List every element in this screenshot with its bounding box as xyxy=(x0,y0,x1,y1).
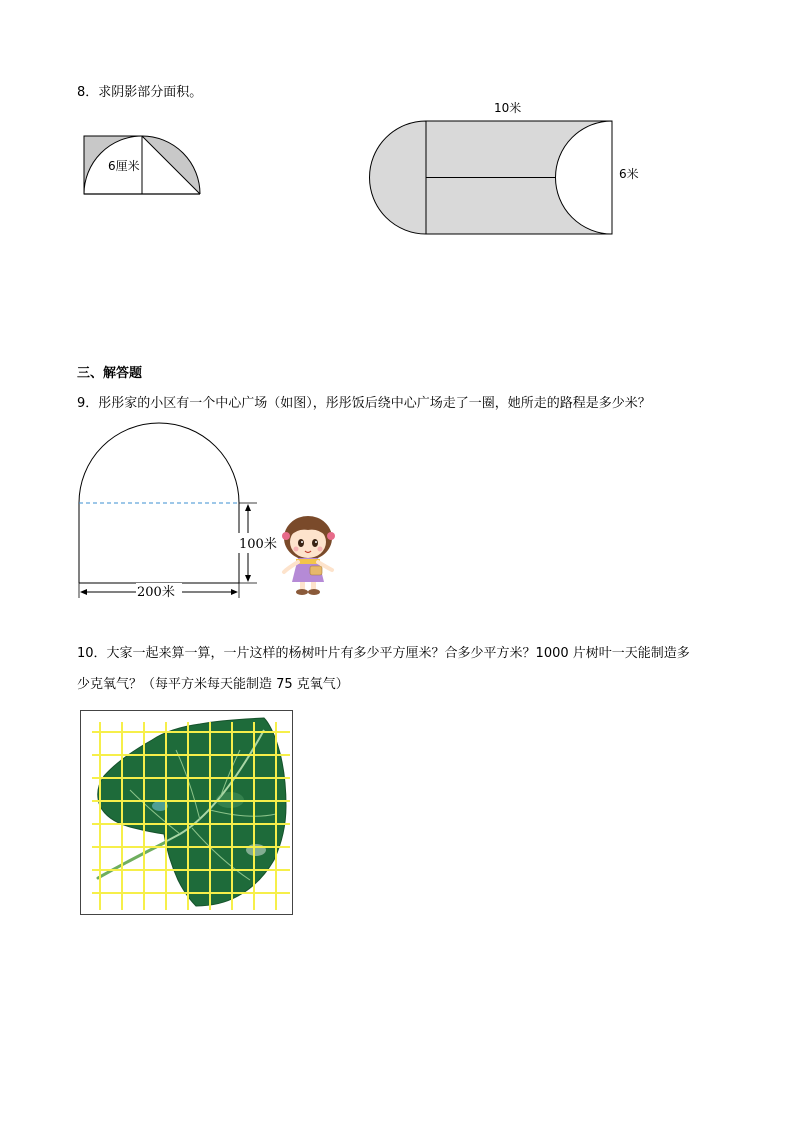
q9-width-label: 200米 xyxy=(137,585,175,600)
q9-prompt: 9．彤彤家的小区有一个中心广场（如图），彤彤饭后绕中心广场走了一圈，她所走的路程是多少米？ xyxy=(77,396,651,411)
q8-fig2-top-label: 10米 xyxy=(494,101,522,115)
q10-line2: 少克氧气？（每平方米每天能制造 75 克氧气） xyxy=(77,677,349,692)
q8-fig1-label: 6厘米 xyxy=(108,159,140,173)
q8-figure-right xyxy=(364,96,654,236)
section-heading: 三、解答题 xyxy=(77,366,143,381)
q8-figure-left xyxy=(80,132,210,207)
leaf-grid-figure xyxy=(80,710,293,916)
q10-line1: 10．大家一起来算一算，一片这样的杨树叶片有多少平方厘米？合多少平方米？1000 片树叶一天能制造多 xyxy=(77,646,690,661)
q8-fig2-side-label: 6米 xyxy=(619,167,639,181)
q8-prompt: 8．求阴影部分面积。 xyxy=(77,85,203,100)
girl-illustration xyxy=(276,510,346,600)
q9-height-label: 100米 xyxy=(239,537,277,552)
